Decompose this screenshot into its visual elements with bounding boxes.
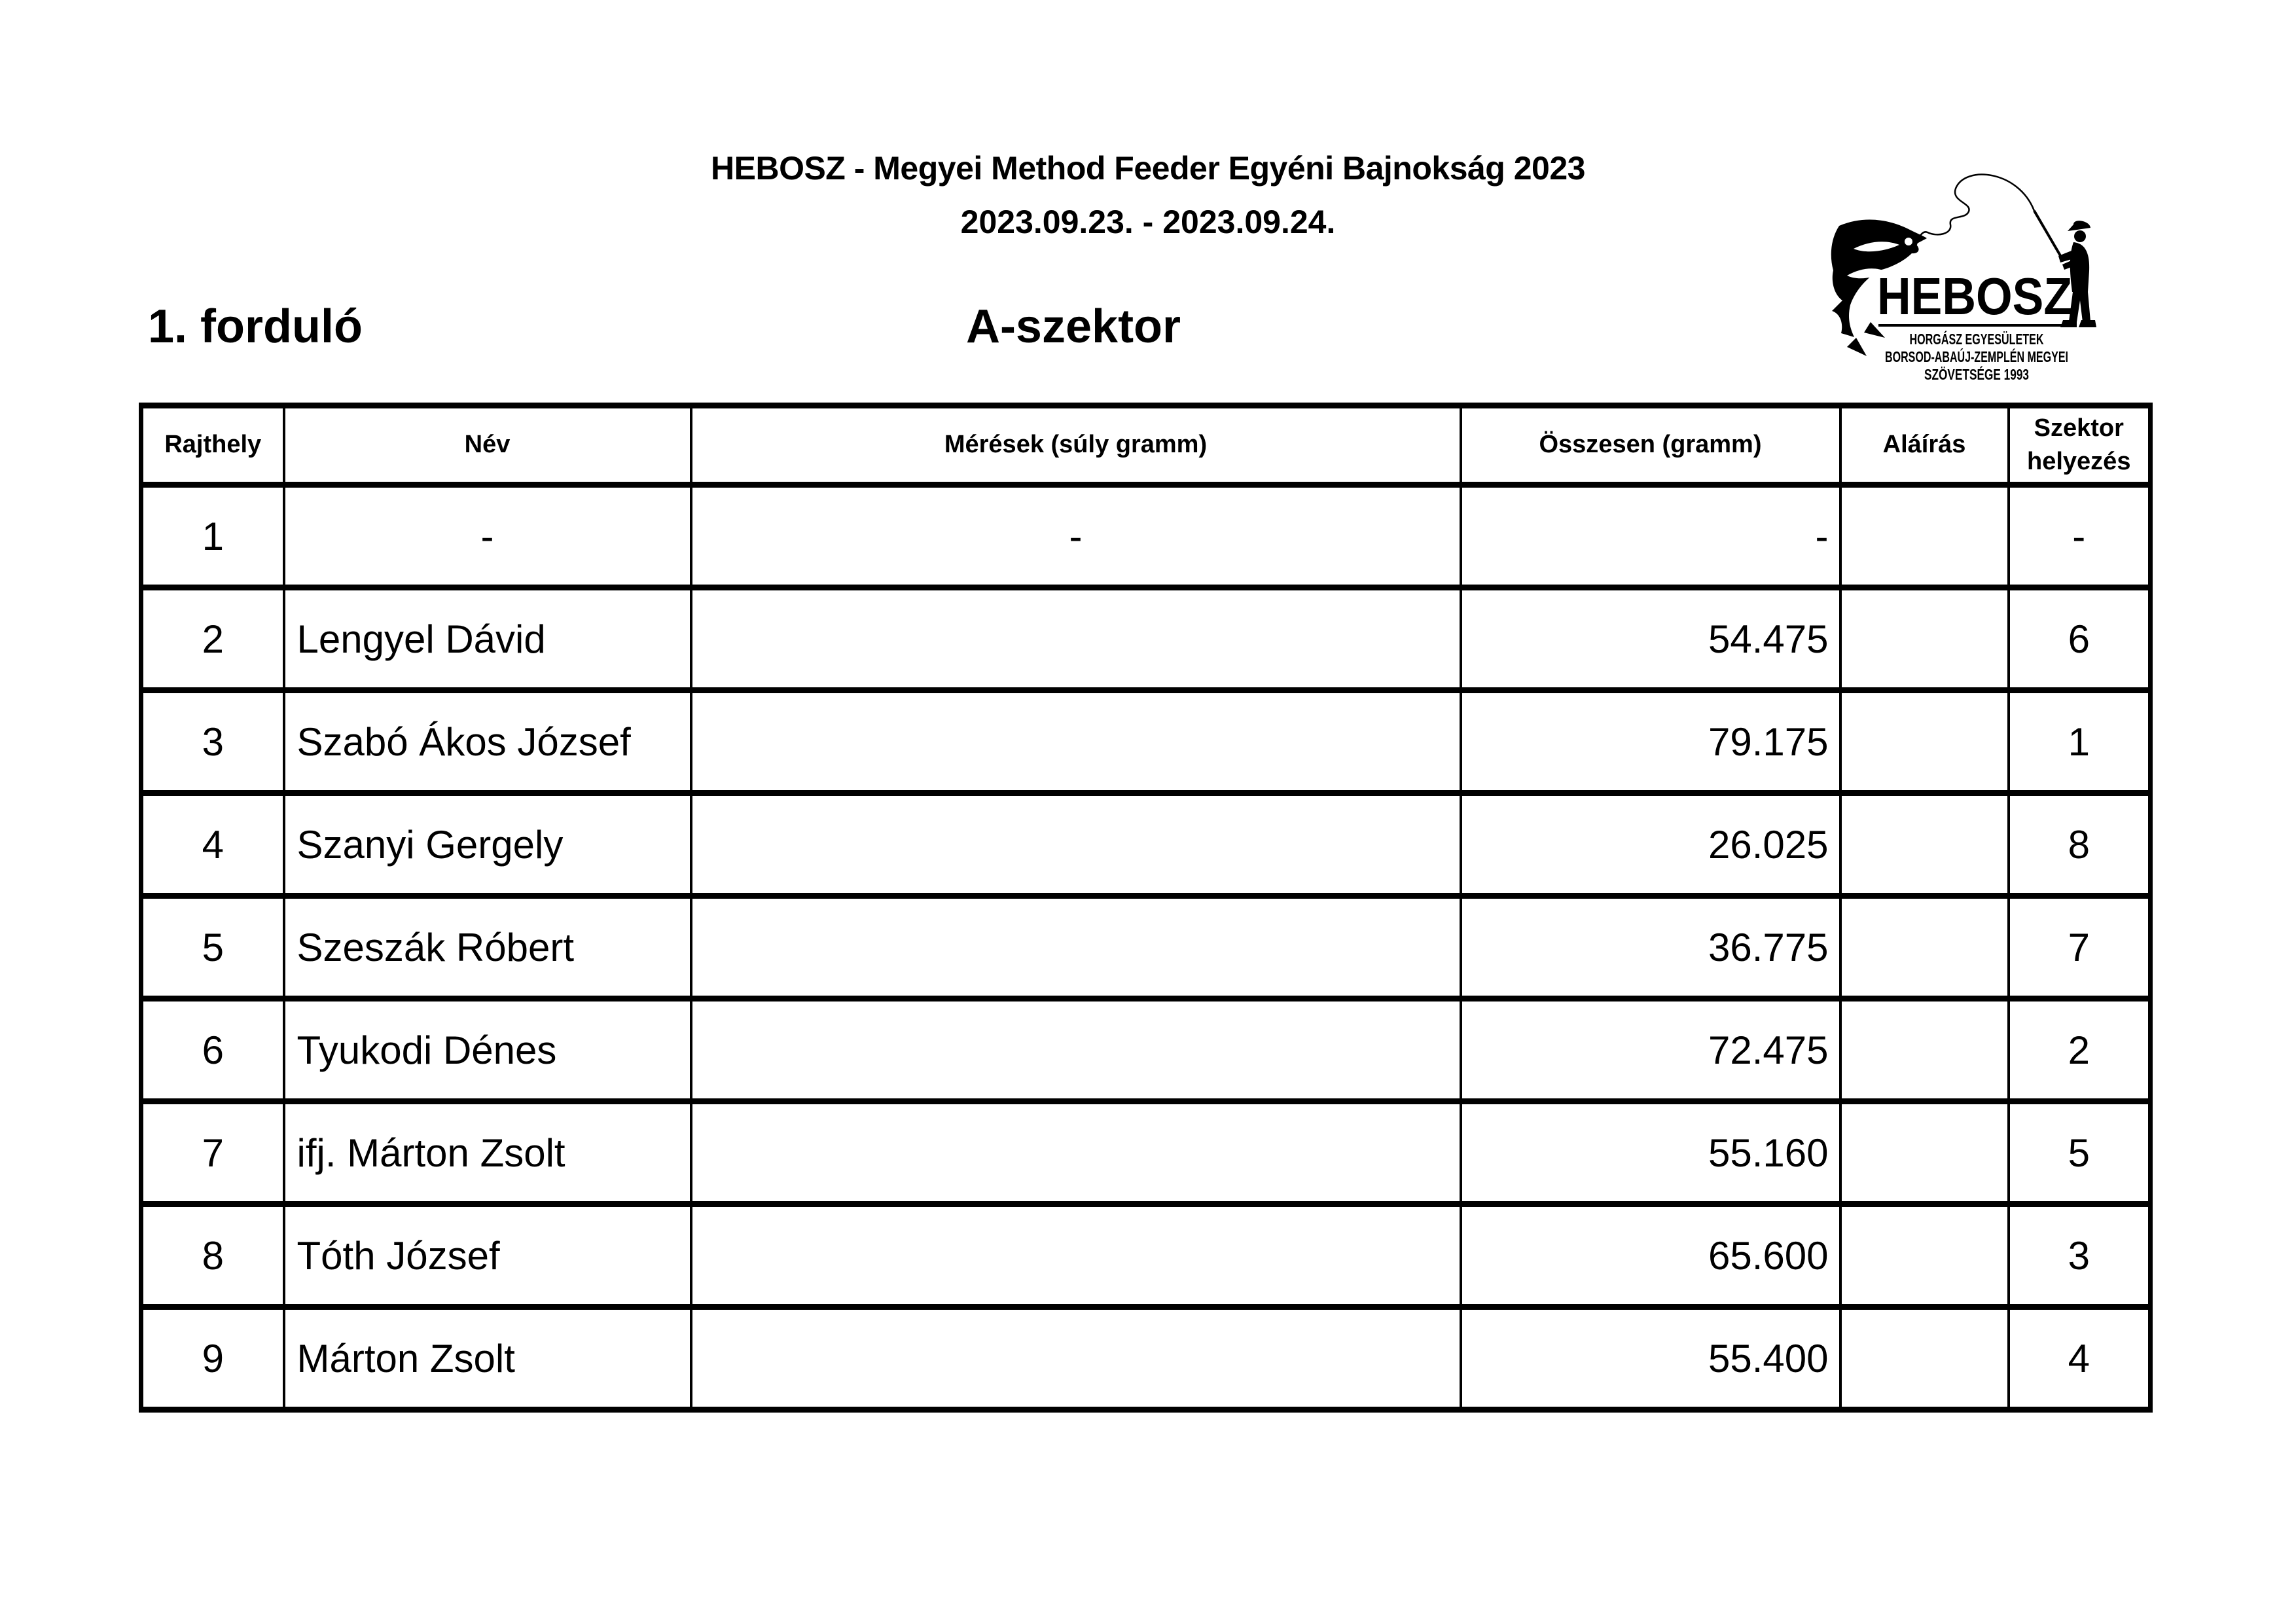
- column-header-nev: Név: [284, 406, 691, 485]
- cell-rajthely: 8: [141, 1204, 284, 1307]
- column-header-szektor: Szektor helyezés: [2009, 406, 2151, 485]
- cell-osszesen: 55.400: [1461, 1307, 1840, 1410]
- table-body: [141, 485, 2151, 1410]
- cell-osszesen: 55.160: [1461, 1102, 1840, 1204]
- cell-osszesen: 72.475: [1461, 999, 1840, 1102]
- cell-nev: ifj. Márton Zsolt: [284, 1102, 691, 1204]
- cell-meresek: [691, 588, 1461, 691]
- cell-szektor: 7: [2009, 896, 2151, 999]
- results-table: [139, 403, 2153, 1413]
- cell-rajthely: 6: [141, 999, 284, 1102]
- cell-osszesen: 79.175: [1461, 691, 1840, 793]
- table-header-row: [141, 406, 2151, 485]
- cell-osszesen: 65.600: [1461, 1204, 1840, 1307]
- cell-meresek: [691, 1102, 1461, 1204]
- cell-szektor: 8: [2009, 793, 2151, 896]
- cell-nev: Szanyi Gergely: [284, 793, 691, 896]
- cell-szektor: -: [2009, 485, 2151, 588]
- cell-rajthely: 3: [141, 691, 284, 793]
- cell-rajthely: 1: [141, 485, 284, 588]
- cell-meresek: [691, 896, 1461, 999]
- logo-subtitle-line2: BORSOD-ABAÚJ-ZEMPLÉN MEGYEI: [1885, 348, 2148, 365]
- cell-rajthely: 7: [141, 1102, 284, 1204]
- cell-alairas: [1840, 1307, 2009, 1410]
- hebosz-logo: [1793, 151, 2199, 399]
- logo-wordmark: HEBOSZ: [1877, 267, 2072, 325]
- cell-szektor: 6: [2009, 588, 2151, 691]
- cell-nev: Tóth József: [284, 1204, 691, 1307]
- round-heading: 1. forduló: [148, 300, 363, 353]
- cell-nev: Tyukodi Dénes: [284, 999, 691, 1102]
- table-row: [141, 485, 2151, 588]
- cell-nev: Szabó Ákos József: [284, 691, 691, 793]
- cell-meresek: [691, 999, 1461, 1102]
- hebosz-logo-graphic: [1793, 151, 2199, 399]
- cell-osszesen: 36.775: [1461, 896, 1840, 999]
- cell-meresek: [691, 793, 1461, 896]
- column-header-osszesen: Összesen (gramm): [1461, 406, 1840, 485]
- column-header-meresek: Mérések (súly gramm): [691, 406, 1461, 485]
- table-row: [141, 691, 2151, 793]
- table-row: [141, 999, 2151, 1102]
- cell-rajthely: 9: [141, 1307, 284, 1410]
- document-title: HEBOSZ - Megyei Method Feeder Egyéni Bajnokság 2023: [711, 150, 1585, 187]
- table-row: [141, 793, 2151, 896]
- column-header-rajthely: Rajthely: [141, 406, 284, 485]
- table-row: [141, 1204, 2151, 1307]
- table-row: [141, 1307, 2151, 1410]
- cell-nev: Lengyel Dávid: [284, 588, 691, 691]
- cell-alairas: [1840, 1204, 2009, 1307]
- logo-subtitle-line1: HORGÁSZ EGYESÜLETEK: [1909, 331, 2102, 348]
- cell-szektor: 5: [2009, 1102, 2151, 1204]
- cell-rajthely: 2: [141, 588, 284, 691]
- table-header: [141, 406, 2151, 485]
- cell-meresek: -: [691, 485, 1461, 588]
- logo-subtitle-line3: SZÖVETSÉGE 1993: [1924, 366, 2064, 383]
- cell-alairas: [1840, 485, 2009, 588]
- cell-alairas: [1840, 1102, 2009, 1204]
- cell-alairas: [1840, 793, 2009, 896]
- cell-szektor: 4: [2009, 1307, 2151, 1410]
- cell-szektor: 3: [2009, 1204, 2151, 1307]
- cell-rajthely: 4: [141, 793, 284, 896]
- cell-alairas: [1840, 588, 2009, 691]
- cell-osszesen: 26.025: [1461, 793, 1840, 896]
- cell-nev: Szeszák Róbert: [284, 896, 691, 999]
- cell-alairas: [1840, 896, 2009, 999]
- fishing-line: [1916, 175, 2034, 246]
- fishing-rod: [2034, 211, 2062, 258]
- table-row: [141, 1102, 2151, 1204]
- table-row: [141, 896, 2151, 999]
- cell-alairas: [1840, 999, 2009, 1102]
- table-row: [141, 588, 2151, 691]
- cell-meresek: [691, 1307, 1461, 1410]
- cell-osszesen: 54.475: [1461, 588, 1840, 691]
- cell-meresek: [691, 1204, 1461, 1307]
- document-date-range: 2023.09.23. - 2023.09.24.: [960, 204, 1336, 240]
- cell-alairas: [1840, 691, 2009, 793]
- cell-nev: Márton Zsolt: [284, 1307, 691, 1410]
- cell-szektor: 2: [2009, 999, 2151, 1102]
- cell-meresek: [691, 691, 1461, 793]
- sector-heading: A-szektor: [965, 300, 1181, 353]
- column-header-alairas: Aláírás: [1840, 406, 2009, 485]
- cell-rajthely: 5: [141, 896, 284, 999]
- cell-szektor: 1: [2009, 691, 2151, 793]
- cell-nev: -: [284, 485, 691, 588]
- cell-osszesen: -: [1461, 485, 1840, 588]
